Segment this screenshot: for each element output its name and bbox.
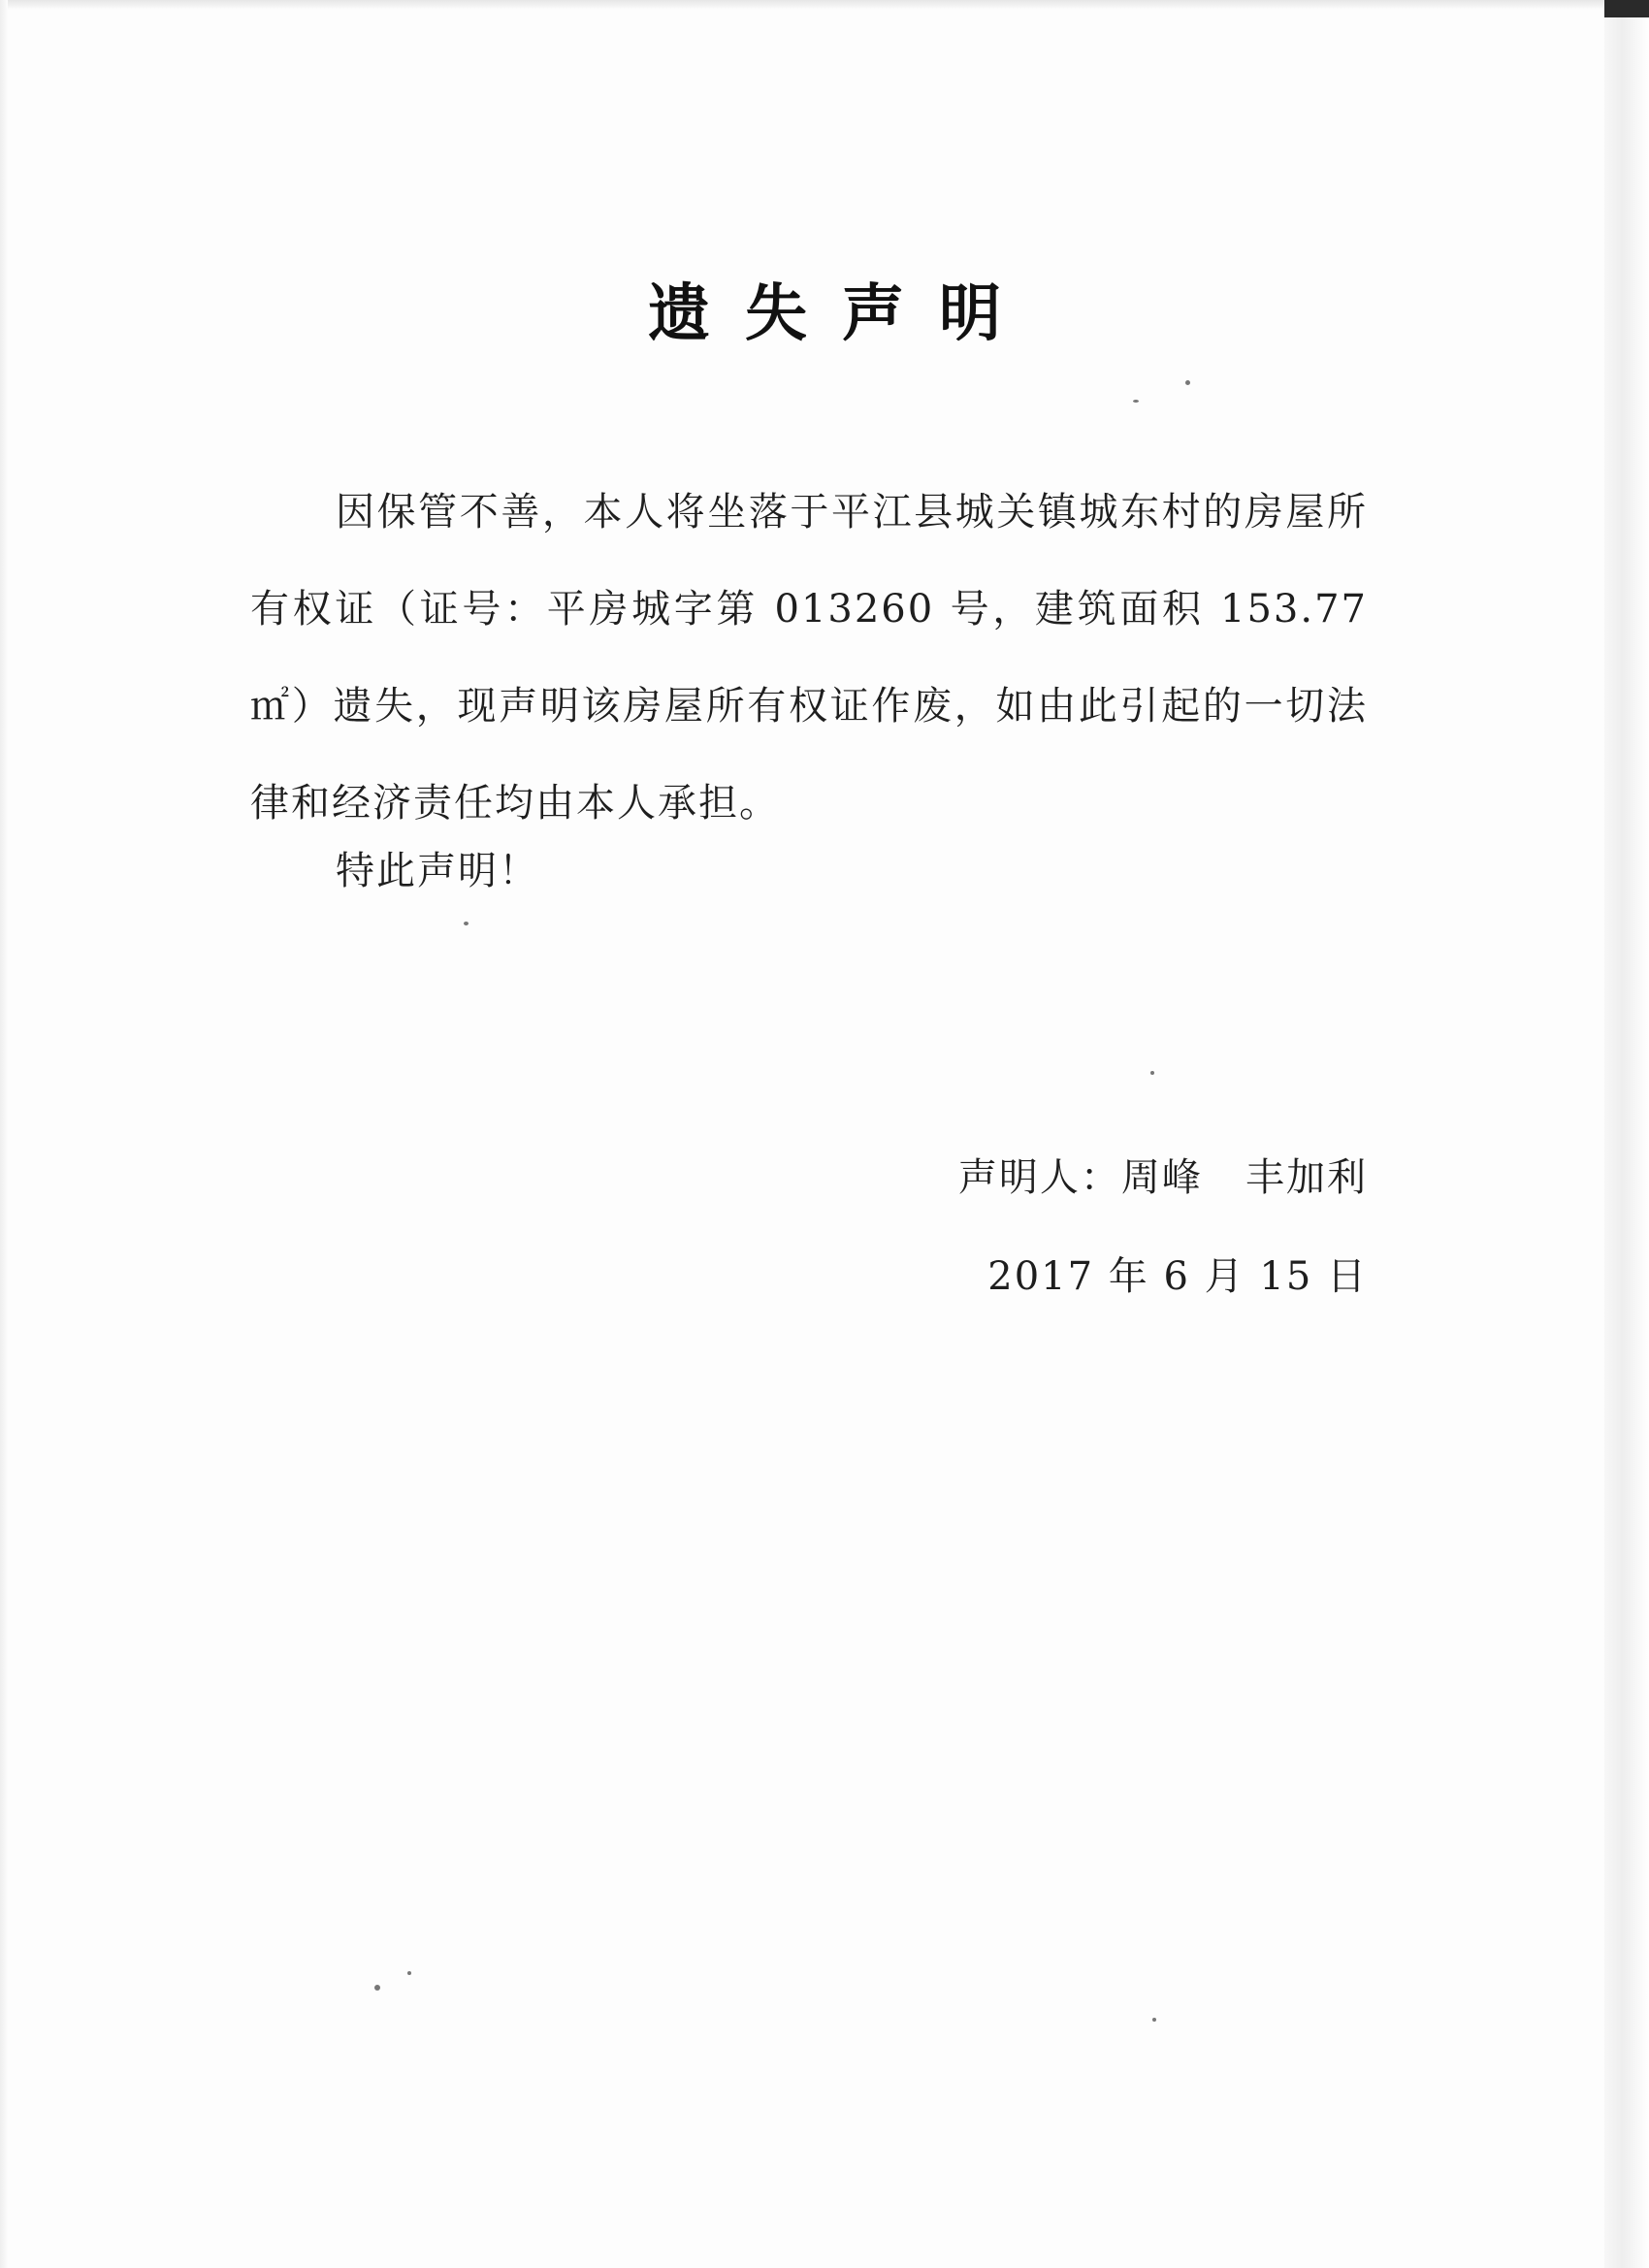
scan-shadow-top bbox=[0, 0, 1649, 10]
declaration-date: 2017 年 6 月 15 日 bbox=[987, 1254, 1368, 1299]
declaration-body: 因保管不善，本人将坐落于平江县城关镇城东村的房屋所有权证（证号：平房城字第 013260 号，建筑面积 153.77 ㎡）遗失，现声明该房屋所有权证作废，如由此引起的一切法律和经济责任均由本人承担。 bbox=[250, 490, 1368, 826]
declarant-signature: 声明人：周峰 丰加利 bbox=[957, 1155, 1368, 1200]
document-title: 遗失声明 bbox=[648, 278, 1036, 350]
scan-speck bbox=[374, 1985, 380, 1991]
closing-statement: 特此声明！ bbox=[336, 849, 539, 893]
scan-speck bbox=[1185, 380, 1190, 385]
scan-speck bbox=[1152, 2018, 1156, 2022]
scan-speck bbox=[1133, 400, 1139, 403]
scan-speck bbox=[407, 1971, 411, 1975]
scan-corner-mark bbox=[1604, 0, 1649, 17]
scan-speck bbox=[464, 922, 469, 925]
scan-speck bbox=[1150, 1071, 1154, 1075]
